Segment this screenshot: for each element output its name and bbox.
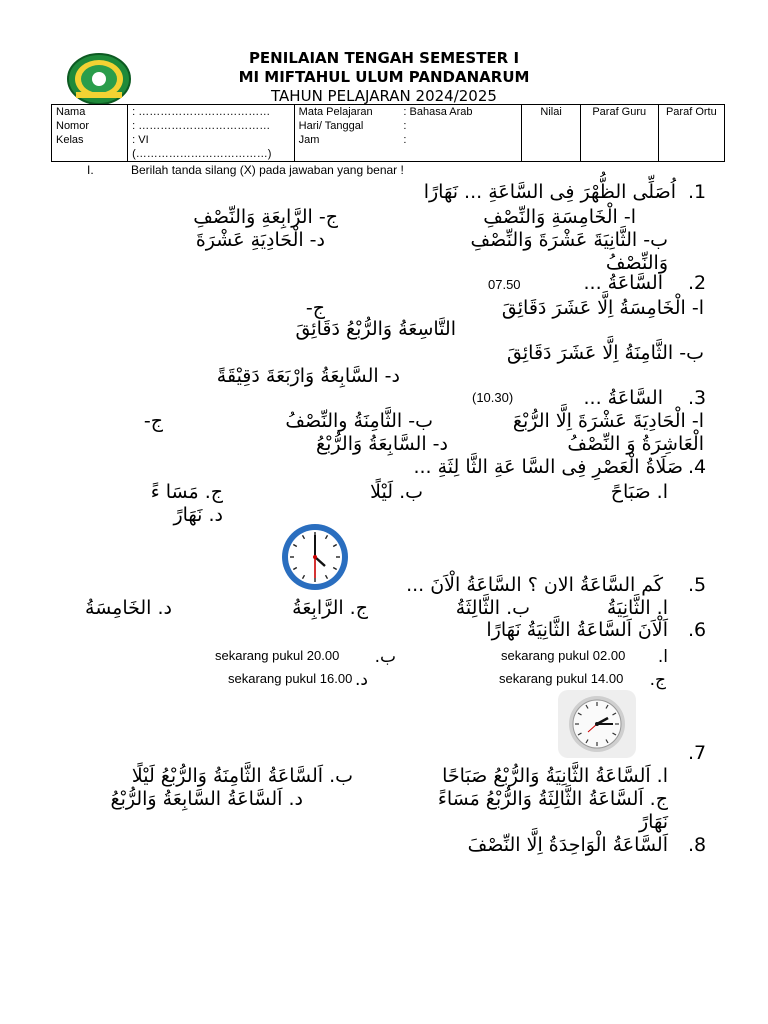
value-mapel: : Bahasa Arab — [403, 106, 473, 118]
q1-option-a[interactable]: ا- الْخَامِسَةِ وَالنِّصْفِ — [483, 206, 636, 228]
q6-option-a-mark[interactable]: ا. — [657, 647, 668, 667]
q5-option-c[interactable]: ج. الرَّابِعَةُ — [292, 597, 368, 619]
q8-number: .8 — [688, 834, 707, 856]
q4-number: .4 — [688, 456, 707, 478]
q7-number: .7 — [688, 742, 707, 764]
q2-number: .2 — [688, 272, 707, 294]
q5-number: .5 — [688, 574, 707, 596]
paraf-guru-box[interactable] — [580, 105, 658, 162]
label-kelas: Kelas — [56, 134, 84, 146]
q6-option-c[interactable]: sekarang pukul 14.00 — [499, 671, 624, 686]
nilai-box[interactable] — [522, 105, 580, 162]
value-hari[interactable]: : — [403, 120, 407, 132]
student-values[interactable] — [128, 105, 295, 162]
subject-labels — [294, 105, 399, 162]
title-line-3: TAHUN PELAJARAN 2024/2025 — [271, 87, 497, 105]
q3-option-a[interactable]: ا- الْحَادِيَةَ عَشْرَةَ اِلَّا الرُّبْعَ — [512, 410, 704, 432]
q2-option-c-cont: التَّاسِعَةُ وَالرُّبْعُ دَقَائِقَ — [295, 318, 456, 340]
q3-option-d[interactable]: د- السَّابِعَةُ وَالرُّبْعُ — [316, 433, 448, 455]
q3-number: .3 — [688, 387, 707, 409]
q7-option-a[interactable]: ا. اَلسَّاعَةُ الثَّانِيَةُ وَالرُّبْعُ صَبَاحًا — [442, 765, 668, 787]
q2-time: 07.50 — [488, 277, 521, 292]
q6-option-d[interactable]: sekarang pukul 16.00 — [228, 671, 353, 686]
q5-option-d[interactable]: د. الخَامِسَةُ — [85, 597, 172, 619]
value-nama[interactable]: : ……………………………… — [132, 106, 271, 118]
q4-option-b[interactable]: ب. لَيْلًا — [370, 481, 423, 503]
identity-table — [51, 104, 725, 162]
instruction-text: Berilah tanda silang (X) pada jawaban yang benar ! — [131, 163, 404, 177]
q6-option-a[interactable]: sekarang pukul 02.00 — [501, 648, 626, 663]
q1-number: .1 — [688, 181, 707, 203]
label-jam: Jam — [298, 134, 320, 146]
title-line-2: MI MIFTAHUL ULUM PANDANARUM — [238, 68, 530, 86]
q2-option-c[interactable]: ج- — [305, 297, 325, 319]
q7-option-c[interactable]: ج. اَلسَّاعَةُ الثَّالِثَةُ وَالرُّبْعُ مَسَاءً — [437, 788, 668, 810]
school-logo-icon — [66, 52, 132, 106]
q5-option-b[interactable]: ب. الثَّالِثَةُ — [455, 597, 530, 619]
value-jam[interactable]: : — [403, 134, 407, 146]
q6-option-b-mark[interactable]: ب. — [374, 647, 396, 667]
q2-text: السَّاعَةُ ... — [583, 272, 663, 294]
q8-text: اَلسَّاعَةُ الْوَاحِدَةُ اِلَّا النِّصْفَ — [467, 834, 668, 856]
paraf-guru-label: Paraf Guru — [592, 106, 647, 118]
clock-icon — [276, 522, 354, 592]
instruction-number: I. — [87, 163, 94, 177]
q3-text: السَّاعَةُ ... — [583, 387, 663, 409]
q4-option-d[interactable]: د. نَهَارً — [173, 504, 223, 526]
q4-text: صَلَاةُ الْعَصْرِ فِى السَّا عَةِ الثَّا لِثَةِ ... — [413, 456, 683, 478]
q1-option-c[interactable]: ج- الرَّابِعَةِ وَالنِّصْفِ — [193, 206, 338, 228]
q6-option-d-mark[interactable]: د. — [355, 670, 368, 690]
student-labels — [52, 105, 128, 162]
q5-text: كَم السَّاعَةُ الان ؟ السَّاعَةُ الْاَنَ ... — [406, 574, 663, 596]
q2-option-d[interactable]: د- السَّابِعَةُ وَارْبَعَةَ دَقِيْقَةً — [216, 365, 400, 387]
label-nama: Nama — [56, 106, 86, 118]
nilai-label: Nilai — [540, 106, 562, 118]
paraf-ortu-label: Paraf Ortu — [665, 106, 717, 118]
q5-option-a[interactable]: ا. الثَّانِيَةُ — [606, 597, 668, 619]
q6-number: .6 — [688, 619, 707, 641]
q3-option-c-cont: الْعَاشِرَةُ وَ النِّصْفُ — [567, 433, 704, 455]
q6-option-c-mark[interactable]: ج. — [649, 670, 666, 690]
q3-option-b[interactable]: ب- الثَّامِنَةُ والنِّصْفُ — [285, 410, 433, 432]
q2-option-a[interactable]: ا- الْخَامِسَةُ اِلَّا عَشَرَ دَقَائِقَ — [501, 297, 704, 319]
q4-option-a[interactable]: ا. صَبَاحً — [610, 481, 668, 503]
q1-option-d[interactable]: د- الْحَادِيَةِ عَشْرَةَ — [195, 229, 325, 251]
q1-option-b[interactable]: ب- الثَّانِيَةَ عَشْرَةَ وَالنِّصْفِ — [470, 229, 668, 251]
q7-option-b[interactable]: ب. اَلسَّاعَةُ الثَّامِنَةُ وَالرُّبْعُ لَيْلًا — [131, 765, 353, 787]
title-line-1: PENILAIAN TENGAH SEMESTER I — [248, 49, 520, 67]
label-hari: Hari/ Tanggal — [298, 120, 364, 132]
label-mapel: Mata Pelajaran — [298, 106, 373, 118]
value-kelas[interactable]: : VI (………………………………) — [132, 134, 272, 160]
wall-clock-icon — [558, 690, 636, 758]
q2-option-b[interactable]: ب- الثَّامِنَةُ اِلَّا عَشَرَ دَقَائِقَ — [507, 342, 704, 364]
label-nomor: Nomor — [56, 120, 90, 132]
value-nomor[interactable]: : ……………………………… — [132, 120, 271, 132]
subject-values[interactable] — [399, 105, 522, 162]
q4-option-c[interactable]: ج. مَسَا ءً — [150, 481, 223, 503]
q7-option-d[interactable]: د. اَلسَّاعَةُ السَّابِعَةُ وَالرُّبْعُ — [110, 788, 303, 810]
q6-text: اَلْاَنَ اَلسَّاعَةُ الثَّانِيَةُ نَهَارًا — [486, 619, 668, 641]
paraf-ortu-box[interactable] — [658, 105, 724, 162]
q3-option-c[interactable]: ج- — [143, 410, 163, 432]
q6-option-b[interactable]: sekarang pukul 20.00 — [215, 648, 340, 663]
q1-text: اُصَلِّى الظُّهْرَ فِى السَّاعَةِ ... نَهَارًا — [423, 181, 676, 203]
q3-time: (10.30) — [472, 390, 514, 405]
q1-option-d-cont: وَالنِّصْفُ — [605, 252, 668, 274]
q7-option-c-cont: نَهَارً — [638, 811, 668, 833]
